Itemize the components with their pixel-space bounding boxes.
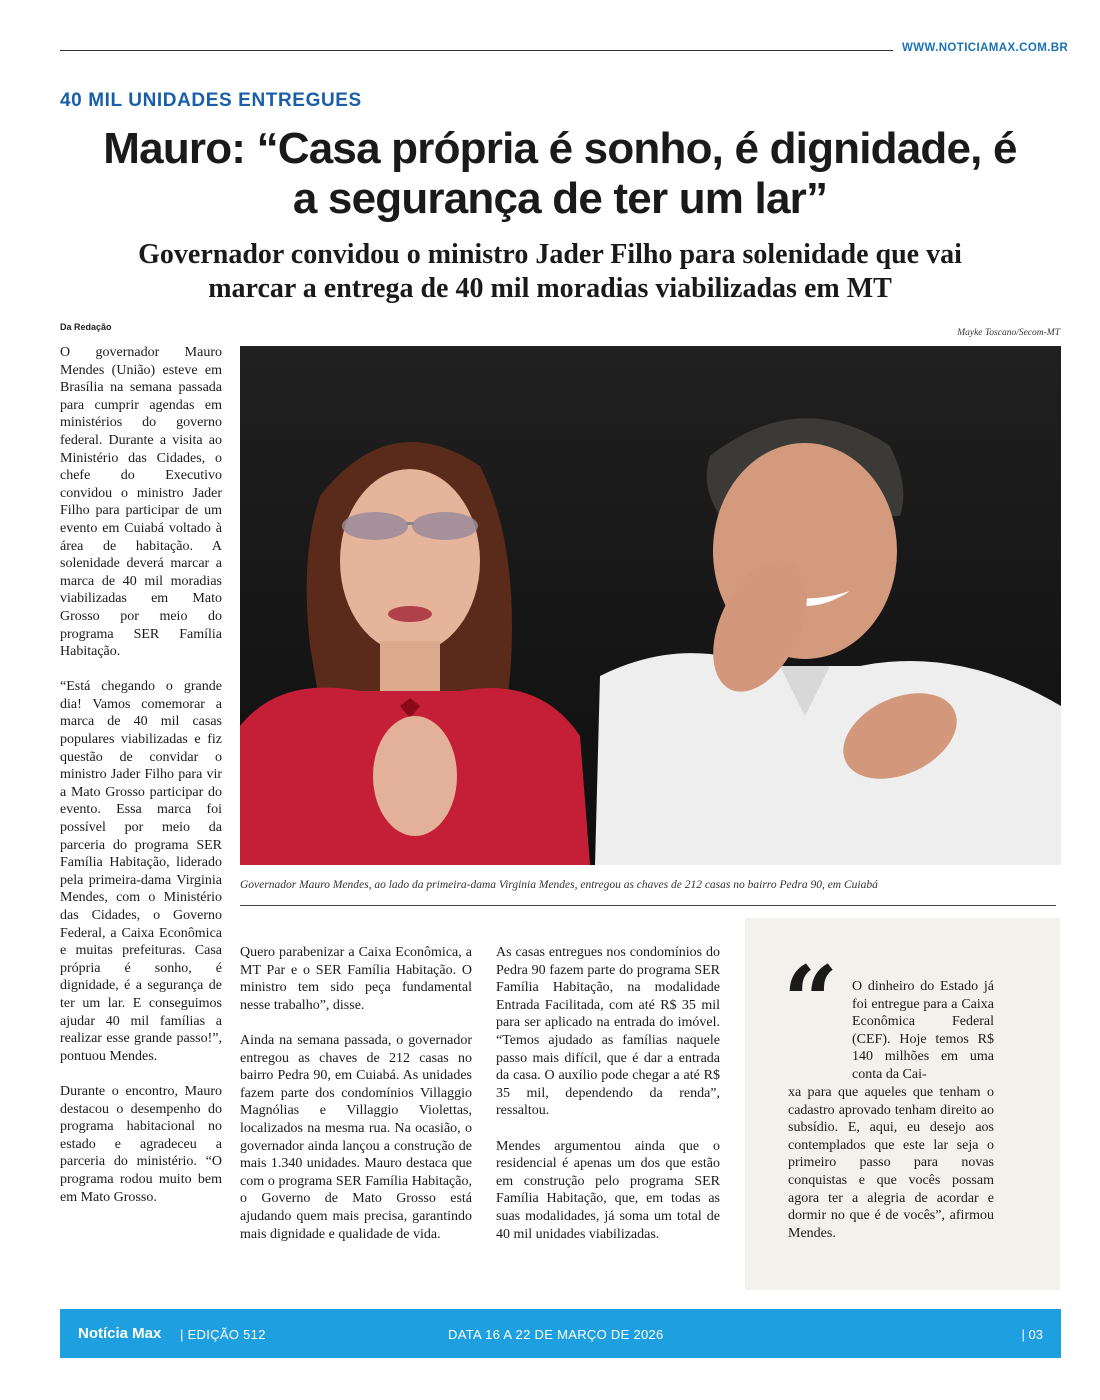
caption-rule bbox=[240, 905, 1056, 906]
headline bbox=[40, 124, 1080, 224]
column-1-paragraph: “Está chegando o grande dia! Vamos comemorar a marca de 40 mil casas populares viabilizadas e fiz questão de convidar o ministro Jader Filho para vir a Mato Grosso participar do evento. Essa marca foi possível por meio da parceria do programa SER Família Habitação, liderado pela primeira-dama Virginia Mendes, com o Ministério das Cidades, o Governo Federal, a Caixa Econômica e muitas prefeituras. Casa própria é sonho, é dignidade, é a segurança de ter um lar. E conseguimos ajudar 40 mil famílias a realizar esse grande passo!”, pontuou Mendes. bbox=[60, 679, 222, 1064]
headline-line-1: Mauro: “Casa própria é sonho, é dignidade, é bbox=[103, 124, 1017, 173]
kicker: 40 MIL UNIDADES ENTREGUES bbox=[60, 90, 362, 111]
footer-edition: | EDIÇÃO 512 bbox=[180, 1327, 266, 1342]
subheadline-line-1: Governador convidou o ministro Jader Filho para solenidade que vai bbox=[138, 239, 962, 270]
footer-brand: Notícia Max bbox=[78, 1325, 162, 1342]
photo-illustration bbox=[240, 346, 1061, 865]
footer-bar bbox=[60, 1309, 1061, 1358]
column-2-paragraph: Quero parabenizar a Caixa Econômica, a MT Par e o SER Família Habitação. O ministro tem sido peça fundamental nesse trabalho”, disse. bbox=[240, 945, 472, 1013]
byline: Da Redação bbox=[60, 322, 112, 332]
column-1 bbox=[60, 344, 222, 1206]
column-1-paragraph: Durante o encontro, Mauro destacou o desempenho do programa habitacional no estado e agradeceu a parceria do ministério. “O programa rodou muito bem em Mato Grosso. bbox=[60, 1083, 222, 1205]
footer-page-number: | 03 bbox=[1021, 1327, 1043, 1342]
photo-caption: Governador Mauro Mendes, ao lado da primeira-dama Virginia Mendes, entregou as chaves de 212 casas no bairro Pedra 90, em Cuiabá bbox=[240, 879, 878, 891]
pull-quote-text-rest: xa para que aqueles que tenham o cadastro aprovado tenham direito ao subsídio. E, aqui, eu desejo aos contemplados que este lar seja o primeiro passo para novas conquistas e que vocês possam agora ter a alegria de acordar e dormir no que é de vocês”, afirmou Mendes. bbox=[788, 1085, 994, 1241]
pull-quote-text-top: O dinheiro do Estado já foi entregue para a Caixa Econômica Federal (CEF). Hoje temos R$ 140 milhões em uma conta da Cai- bbox=[852, 979, 994, 1082]
column-2-paragraph: Ainda na semana passada, o governador entregou as chaves de 212 casas no bairro Pedra 90, em Cuiabá. As unidades fazem parte dos condomínios Villaggio Magnólias e Villaggio Violettas, localizados na mesma rua. Na ocasião, o governador ainda lançou a construção de mais 1.340 unidades. Mauro destaca que com o programa SER Família Habitação, o Governo de Mato Grosso está ajudando quem mais precisa, garantindo mais dignidade e qualidade de vida. bbox=[240, 1032, 472, 1242]
column-3 bbox=[496, 944, 720, 1243]
footer-date: DATA 16 A 22 DE MARÇO DE 2026 bbox=[448, 1327, 664, 1342]
site-url[interactable]: WWW.NOTICIAMAX.COM.BR bbox=[902, 42, 1069, 54]
column-3-paragraph: As casas entregues nos condomínios do Pedra 90 fazem parte do programa SER Família Habitação, na modalidade Entrada Facilitada, com até R$ 35 mil para ser aplicado na entrada do imóvel. “Temos ajudado as famílias naquele passo mais difícil, que é dar a entrada da casa. O auxílio pode chegar a até R$ 35 mil, dependendo da renda”, ressaltou. bbox=[496, 945, 720, 1119]
quote-mark-icon: “ bbox=[783, 945, 839, 1058]
column-1-paragraph: O governador Mauro Mendes (União) esteve em Brasília na semana passada para cumprir agendas em ministérios do governo federal. Durante a visita ao Ministério das Cidades, o chefe do Executivo convidou o ministro Jader Filho para participar de um evento em Cuiabá voltado à área de habitação. A solenidade deverá marcar a marca de 40 mil moradias viabilizadas em Mato Grosso por meio do programa SER Família Habitação. bbox=[60, 345, 222, 660]
photo-credit: Mayke Toscano/Secom-MT bbox=[957, 328, 1060, 338]
subheadline bbox=[60, 238, 1040, 306]
headline-line-2: a segurança de ter um lar” bbox=[292, 174, 828, 223]
subheadline-line-2: marcar a entrega de 40 mil moradias viabilizadas em MT bbox=[208, 273, 892, 304]
column-3-paragraph: Mendes argumentou ainda que o residencial é apenas um dos que estão em construção pelo programa SER Família Habitação, que, em todas as suas modalidades, já soma um total de 40 mil unidades viabilizadas. bbox=[496, 1138, 720, 1242]
column-2 bbox=[240, 944, 472, 1243]
top-rule bbox=[60, 50, 893, 51]
article-photo bbox=[240, 346, 1061, 865]
